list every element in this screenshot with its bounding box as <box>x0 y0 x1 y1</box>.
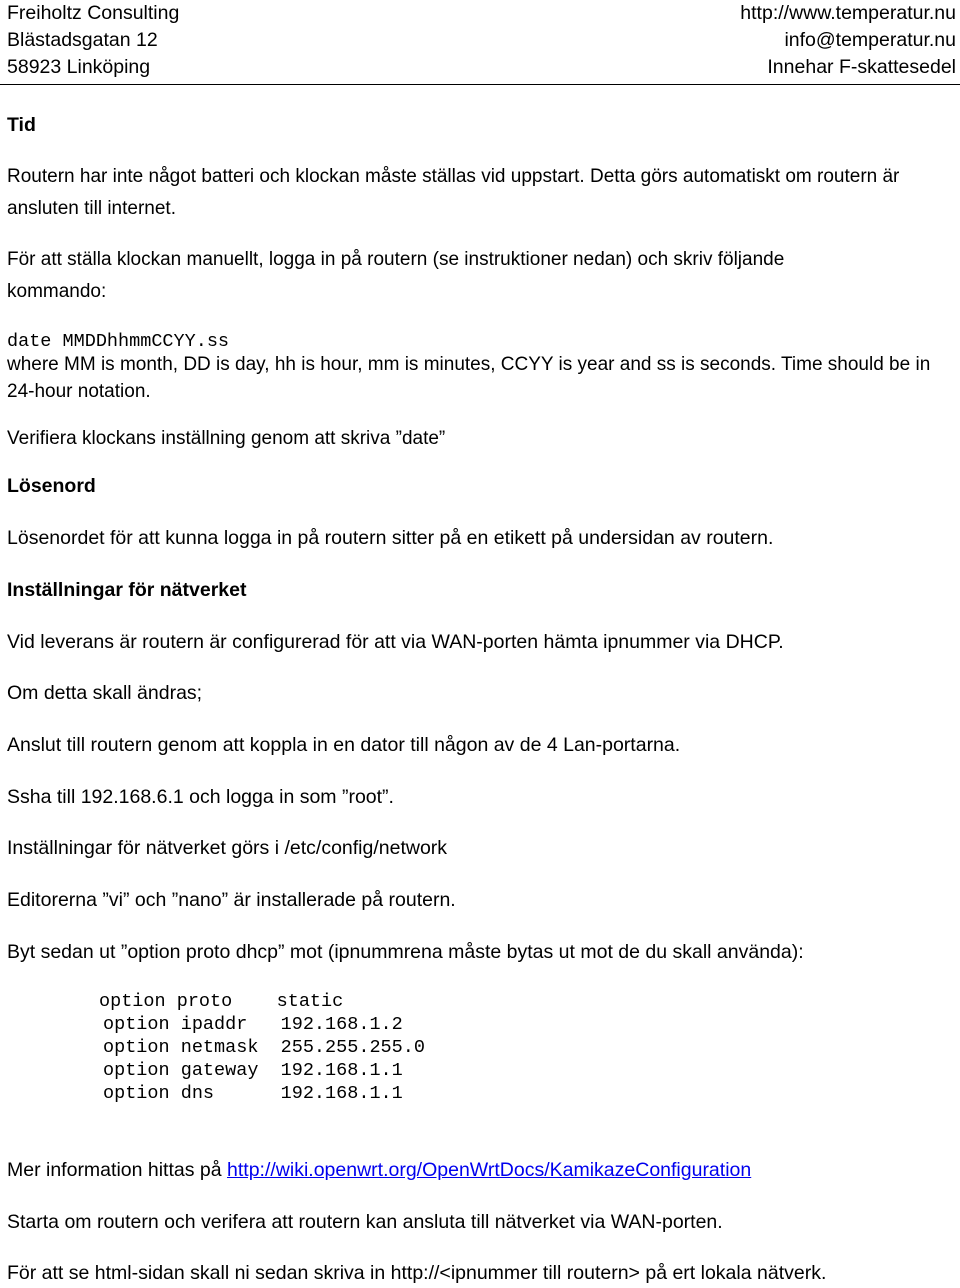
paragraph-natverk-3: Anslut till routern genom att koppla in en dator till någon av de 4 Lan-portarna. <box>7 734 681 756</box>
postal-city: 58923 Linköping <box>7 56 151 78</box>
company-name: Freiholtz Consulting <box>7 2 180 24</box>
code-line: option netmask 255.255.255.0 <box>103 1037 425 1058</box>
website-url: http://www.temperatur.nu <box>740 2 956 24</box>
company-address <box>7 0 179 81</box>
paragraph-tid-2: För att ställa klockan manuellt, logga in på routern (se instruktioner nedan) och skriv följande kommando: <box>7 249 785 302</box>
more-info <box>7 1157 953 1184</box>
paragraph-restart: Starta om routern och verifera att routern kan ansluta till nätverket via WAN-porten. <box>7 1211 723 1233</box>
paragraph-html-page: För att se html-sidan skall ni sedan skriva in http://<ipnummer till routern> på ert lokala nätverk. <box>7 1262 827 1284</box>
heading-losenord: Lösenord <box>7 475 96 497</box>
code-line: option ipaddr 192.168.1.2 <box>103 1014 403 1035</box>
street-address: Blästadsgatan 12 <box>7 29 158 51</box>
code-line: option gateway 192.168.1.1 <box>103 1060 403 1081</box>
openwrt-wiki-link[interactable]: http://wiki.openwrt.org/OpenWrtDocs/KamikazeConfiguration <box>227 1159 752 1181</box>
paragraph-natverk-7: Byt sedan ut ”option proto dhcp” mot (ipnummrena måste bytas ut mot de du skall använda): <box>7 941 804 963</box>
code-line: option proto static <box>99 991 344 1012</box>
date-command: date MMDDhhmmCCYY.ss <box>7 331 230 352</box>
heading-tid: Tid <box>7 114 36 136</box>
paragraph-tid-1: Routern har inte något batteri och klockan måste ställas vid uppstart. Detta görs automatiskt om routern är ansluten till internet. <box>7 166 900 219</box>
tax-note: Innehar F-skattesedel <box>767 56 956 78</box>
date-description: where MM is month, DD is day, hh is hour, mm is minutes, CCYY is year and ss is seconds. Time should be in 24-hour notation. <box>7 354 931 402</box>
page-header <box>0 0 960 85</box>
heading-natverk: Inställningar för nätverket <box>7 579 247 601</box>
paragraph-natverk-2: Om detta skall ändras; <box>7 682 203 704</box>
email-address: info@temperatur.nu <box>784 29 956 51</box>
paragraph-losenord: Lösenordet för att kunna logga in på routern sitter på en etikett på undersidan av routern. <box>7 527 774 549</box>
paragraph-natverk-6: Editorerna ”vi” och ”nano” är installerade på routern. <box>7 889 456 911</box>
code-line: option dns 192.168.1.1 <box>103 1083 403 1104</box>
paragraph-natverk-4: Ssha till 192.168.6.1 och logga in som ”root”. <box>7 786 394 808</box>
verify-instruction: Verifiera klockans inställning genom att skriva ”date” <box>7 428 446 449</box>
paragraph-natverk-5: Inställningar för nätverket görs i /etc/config/network <box>7 837 448 859</box>
paragraph-natverk-1: Vid leverans är routern är configurerad för att via WAN-porten hämta ipnummer via DHCP. <box>7 631 784 653</box>
more-info-text: Mer information hittas på <box>7 1159 228 1181</box>
company-contact <box>740 0 956 81</box>
